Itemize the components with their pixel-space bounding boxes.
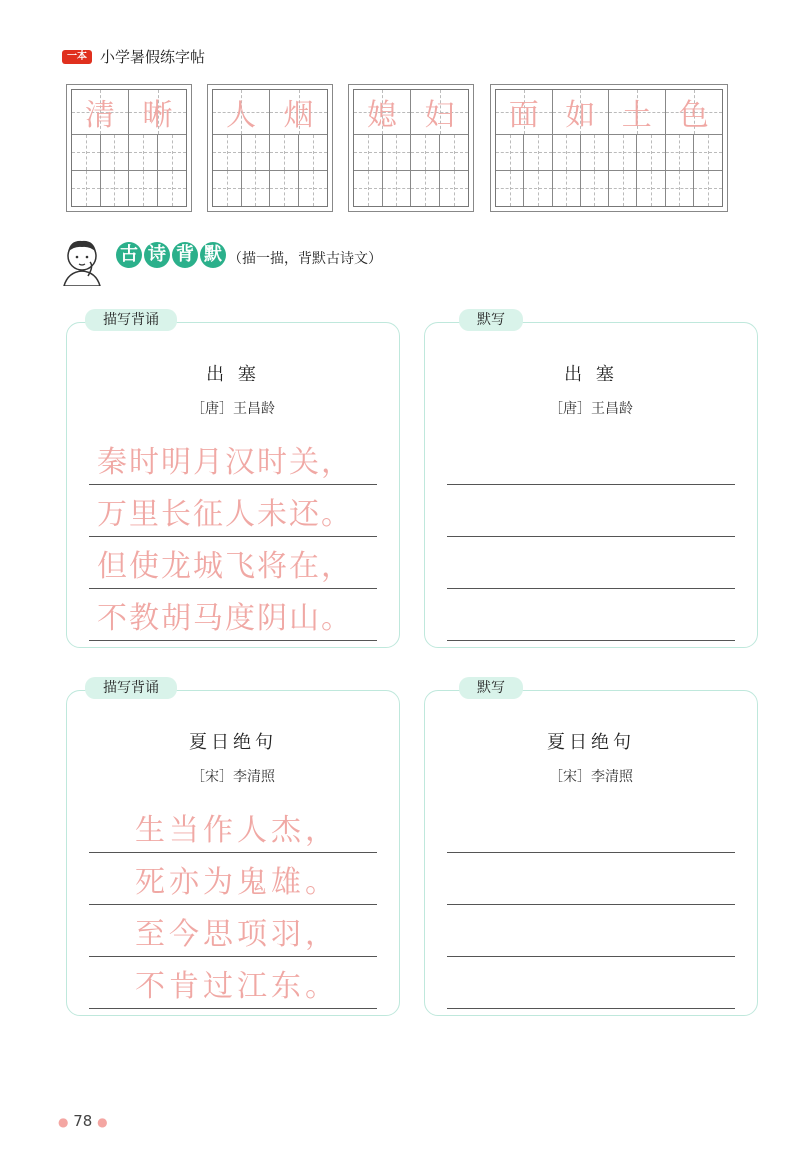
trace-char: 如 [565, 98, 596, 133]
practice-word-group [490, 84, 728, 212]
writing-cell[interactable] [129, 135, 158, 170]
dot-icon: ● [58, 1115, 69, 1129]
writing-cell[interactable] [637, 171, 665, 207]
poem-author: ［宋］李清照 [191, 769, 275, 785]
trace-line[interactable]: 秦时明月汉时关， [89, 433, 377, 485]
book-title: 小学暑假练字帖 [100, 48, 206, 66]
writing-cell[interactable] [129, 171, 158, 207]
writing-line[interactable] [447, 905, 735, 957]
page-number: ● 78 ● [58, 1112, 108, 1130]
practice-word-group [348, 84, 474, 212]
practice-word-group [207, 84, 333, 212]
trace-line[interactable]: 但使龙城飞将在， [89, 537, 377, 589]
writing-cell[interactable] [354, 171, 383, 207]
writing-cell[interactable] [581, 135, 609, 170]
writing-cell[interactable] [609, 135, 637, 170]
trace-char: 人 [226, 98, 256, 133]
writing-cell[interactable] [299, 135, 328, 170]
section-title [116, 242, 226, 268]
writing-cell[interactable] [101, 171, 130, 207]
thinking-boy-icon [60, 236, 118, 286]
trace-char: 色 [678, 98, 709, 133]
writing-line[interactable] [447, 537, 735, 589]
poem-title: 夏日绝句 [547, 732, 635, 753]
trace-tab: 描写背诵 [85, 677, 177, 699]
dictation-tab: 默写 [459, 309, 523, 331]
title-char: 默 [200, 242, 226, 268]
writing-cell[interactable] [694, 171, 722, 207]
writing-cell[interactable] [383, 171, 412, 207]
poem-title: 出 塞 [206, 364, 260, 385]
writing-cell[interactable] [609, 171, 637, 207]
writing-line[interactable] [447, 589, 735, 641]
writing-cell[interactable] [270, 171, 299, 207]
poem-title: 出 塞 [564, 364, 618, 385]
poem-lines [89, 801, 377, 1009]
writing-line[interactable] [447, 801, 735, 853]
trace-tab: 描写背诵 [85, 309, 177, 331]
writing-cell[interactable] [242, 171, 271, 207]
trace-char: 烟 [283, 98, 314, 133]
practice-word-group [66, 84, 192, 212]
writing-cell[interactable] [242, 135, 271, 170]
writing-line[interactable] [447, 433, 735, 485]
dictation-card [424, 312, 758, 648]
poem-author: ［宋］李清照 [549, 769, 633, 785]
trace-char: 妇 [424, 98, 455, 133]
trace-line[interactable]: 不教胡马度阴山。 [89, 589, 377, 641]
poem-author: ［唐］王昌龄 [549, 401, 633, 417]
writing-cell[interactable] [666, 135, 694, 170]
title-char: 古 [116, 242, 142, 268]
writing-line[interactable] [447, 853, 735, 905]
trace-card [66, 312, 400, 648]
writing-cell[interactable] [411, 135, 440, 170]
poem-author: ［唐］王昌龄 [191, 401, 275, 417]
trace-line[interactable]: 万里长征人未还。 [89, 485, 377, 537]
trace-line[interactable]: 不肯过江东。 [89, 957, 377, 1009]
trace-line[interactable]: 死亦为鬼雄。 [89, 853, 377, 905]
writing-cell[interactable] [72, 135, 101, 170]
writing-cell[interactable] [383, 135, 412, 170]
trace-char: 晰 [142, 98, 173, 133]
writing-cell[interactable] [524, 135, 552, 170]
writing-cell[interactable] [496, 135, 524, 170]
writing-line[interactable] [447, 957, 735, 1009]
poem-title: 夏日绝句 [189, 732, 277, 753]
writing-cell[interactable] [524, 171, 552, 207]
dictation-tab: 默写 [459, 677, 523, 699]
writing-cell[interactable] [553, 171, 581, 207]
dictation-lines [447, 801, 735, 1009]
title-char: 背 [172, 242, 198, 268]
poem-lines [89, 433, 377, 641]
writing-cell[interactable] [440, 135, 469, 170]
writing-cell[interactable] [101, 135, 130, 170]
writing-cell[interactable] [158, 135, 187, 170]
dictation-card [424, 680, 758, 1016]
writing-cell[interactable] [694, 135, 722, 170]
title-char: 诗 [144, 242, 170, 268]
trace-char: 媳 [367, 98, 397, 133]
writing-cell[interactable] [666, 171, 694, 207]
brand-badge: 一本 [62, 50, 92, 64]
writing-cell[interactable] [213, 171, 242, 207]
writing-cell[interactable] [637, 135, 665, 170]
writing-cell[interactable] [496, 171, 524, 207]
writing-cell[interactable] [411, 171, 440, 207]
writing-cell[interactable] [270, 135, 299, 170]
writing-cell[interactable] [440, 171, 469, 207]
dot-icon: ● [97, 1115, 108, 1129]
writing-cell[interactable] [299, 171, 328, 207]
trace-char: 土 [621, 98, 652, 133]
trace-char: 清 [85, 98, 115, 133]
writing-cell[interactable] [553, 135, 581, 170]
trace-card [66, 680, 400, 1016]
writing-cell[interactable] [354, 135, 383, 170]
section-subtitle: （描一描，背默古诗文） [228, 251, 382, 267]
trace-line[interactable]: 生当作人杰， [89, 801, 377, 853]
writing-cell[interactable] [213, 135, 242, 170]
dictation-lines [447, 433, 735, 641]
writing-cell[interactable] [581, 171, 609, 207]
trace-line[interactable]: 至今思项羽， [89, 905, 377, 957]
writing-cell[interactable] [158, 171, 187, 207]
trace-char: 面 [508, 98, 539, 133]
writing-line[interactable] [447, 485, 735, 537]
writing-cell[interactable] [72, 171, 101, 207]
